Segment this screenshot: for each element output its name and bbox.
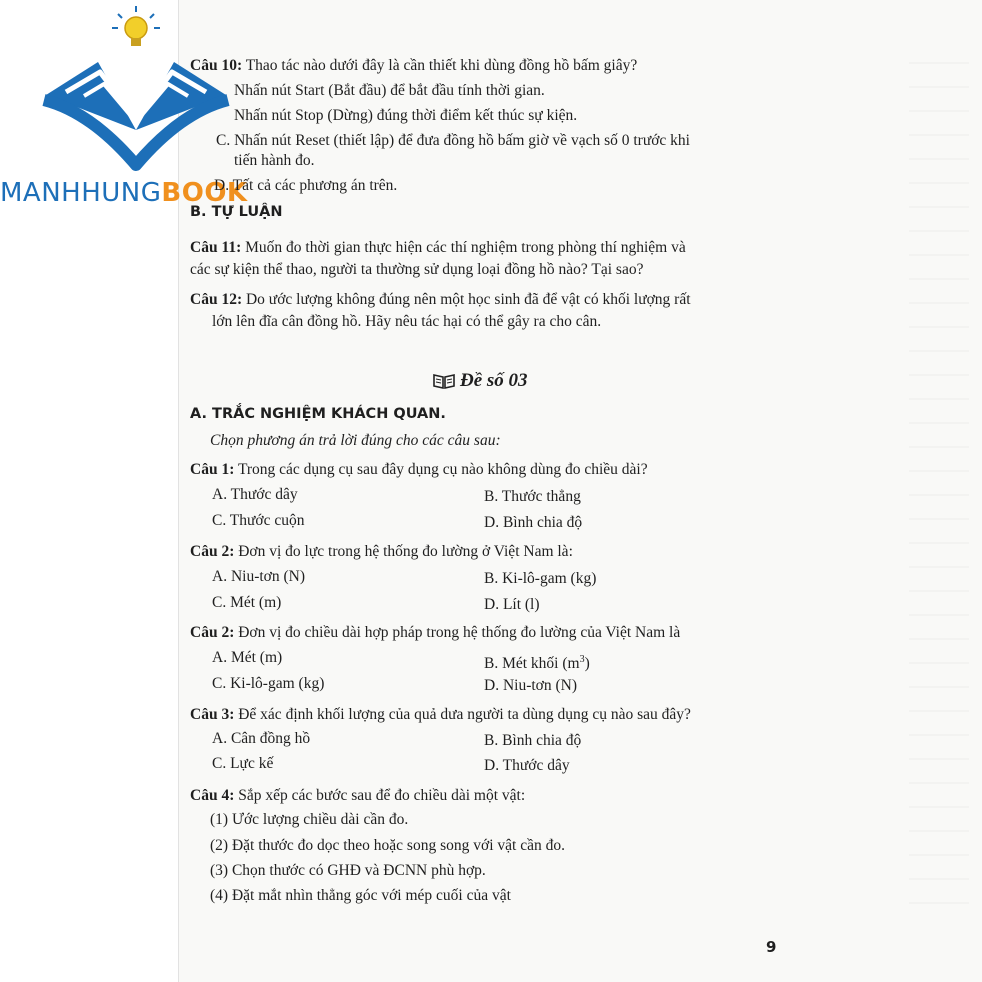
- question-2-length-option-b: [484, 650, 590, 674]
- question-1-option-d: D. Bình chia độ: [484, 514, 583, 531]
- question-3-option-a: A. Cân đồng hồ: [212, 730, 311, 747]
- superscript: 3: [579, 654, 585, 665]
- question-4-step-1: (1) Ước lượng chiều dài cần đo.: [210, 811, 409, 828]
- question-2-length: [190, 623, 680, 643]
- question-3-option-d: D. Thước dây: [484, 757, 570, 774]
- show-through-text: [909, 40, 969, 920]
- question-label: Câu 2:: [190, 624, 235, 641]
- question-10-option-c-cont: tiến hành đo.: [234, 152, 315, 169]
- instruction: Chọn phương án trả lời đúng cho các câu sau:: [210, 432, 501, 449]
- question-10-option-c: C. Nhấn nút Reset (thiết lập) để đưa đồng hồ bấm giờ về vạch số 0 trước khi: [216, 132, 690, 149]
- page-number: 9: [766, 938, 777, 956]
- question-10: [190, 56, 637, 76]
- question-text: Sắp xếp các bước sau để đo chiều dài một vật:: [234, 787, 526, 804]
- question-11: [190, 238, 686, 258]
- question-text: Trong các dụng cụ sau đây dụng cụ nào không dùng đo chiều dài?: [234, 461, 648, 478]
- question-4-step-2: (2) Đặt thước đo dọc theo hoặc song song với vật cần đo.: [210, 837, 565, 854]
- question-2-length-option-d: D. Niu-tơn (N): [484, 677, 577, 694]
- question-12: [190, 290, 691, 310]
- question-text: Muốn đo thời gian thực hiện các thí nghiệm trong phòng thí nghiệm và: [241, 239, 686, 256]
- lightbulb-icon: [112, 6, 160, 46]
- question-label: Câu 10:: [190, 57, 243, 74]
- option-text-end: ): [584, 655, 590, 673]
- question-2-length-option-c: C. Ki-lô-gam (kg): [212, 675, 325, 692]
- question-2-force-option-b: B. Ki-lô-gam (kg): [484, 570, 597, 587]
- question-4-step-3: (3) Chọn thước có GHĐ và ĐCNN phù hợp.: [210, 862, 486, 879]
- question-label: Câu 2:: [190, 543, 235, 560]
- question-12-cont: lớn lên đĩa cân đồng hồ. Hãy nêu tác hại có thể gây ra cho cân.: [212, 313, 602, 330]
- question-text: Để xác định khối lượng của quả dưa người ta dùng dụng cụ nào sau đây?: [234, 706, 691, 723]
- question-1-option-c: C. Thước cuộn: [212, 512, 305, 529]
- question-label: Câu 3:: [190, 706, 235, 723]
- option-text: B. Mét khối (m: [484, 655, 580, 673]
- question-text: Do ước lượng không đúng nên một học sinh đã để vật có khối lượng rất: [242, 291, 691, 308]
- question-2-force: [190, 542, 573, 562]
- question-2-force-option-a: A. Niu-tơn (N): [212, 568, 305, 585]
- question-1: [190, 460, 648, 480]
- section-b-heading: B. TỰ LUẬN: [190, 204, 283, 220]
- question-1-option-b: B. Thước thẳng: [484, 488, 581, 505]
- question-2-length-option-a: A. Mét (m): [212, 649, 283, 666]
- question-3-option-b: B. Bình chia độ: [484, 732, 582, 749]
- question-label: Câu 1:: [190, 461, 235, 478]
- question-label: Câu 4:: [190, 787, 235, 804]
- question-2-force-option-c: C. Mét (m): [212, 594, 282, 611]
- brand-name-part2: BOOK: [161, 178, 248, 208]
- question-text: Thao tác nào dưới đây là cần thiết khi dùng đồng hồ bấm giây?: [242, 57, 638, 74]
- question-1-option-a: A. Thước dây: [212, 486, 298, 503]
- brand-name-part1: MANHHUNG: [0, 178, 162, 208]
- question-4: [190, 786, 525, 806]
- question-label: Câu 12:: [190, 291, 243, 308]
- question-2-force-option-d: D. Lít (l): [484, 596, 540, 613]
- question-text: Đơn vị đo chiều dài hợp pháp trong hệ thống đo lường của Việt Nam là: [234, 624, 681, 641]
- exam-title: Đề số 03: [460, 370, 528, 391]
- question-label: Câu 11:: [190, 239, 242, 256]
- question-text: Đơn vị đo lực trong hệ thống đo lường ở Việt Nam là:: [234, 543, 573, 560]
- question-3-option-c: C. Lực kế: [212, 755, 274, 772]
- question-11-cont: các sự kiện thể thao, người ta thường sử dụng loại đồng hồ nào? Tại sao?: [190, 261, 644, 278]
- question-10-option-a: Nhấn nút Start (Bắt đầu) để bắt đầu tính thời gian.: [234, 82, 545, 99]
- question-10-option-d: D. Tất cả các phương án trên.: [214, 177, 398, 194]
- book-lightbulb-logo: [36, 0, 236, 180]
- question-10-option-b: Nhấn nút Stop (Dừng) đúng thời điểm kết thúc sự kiện.: [234, 107, 578, 124]
- question-4-step-4: (4) Đặt mắt nhìn thẳng góc với mép cuối của vật: [210, 887, 511, 904]
- open-book-logo-icon: [44, 62, 228, 165]
- question-3: [190, 705, 691, 725]
- open-book-icon: [432, 372, 456, 390]
- section-a-heading: A. TRẮC NGHIỆM KHÁCH QUAN.: [190, 406, 446, 422]
